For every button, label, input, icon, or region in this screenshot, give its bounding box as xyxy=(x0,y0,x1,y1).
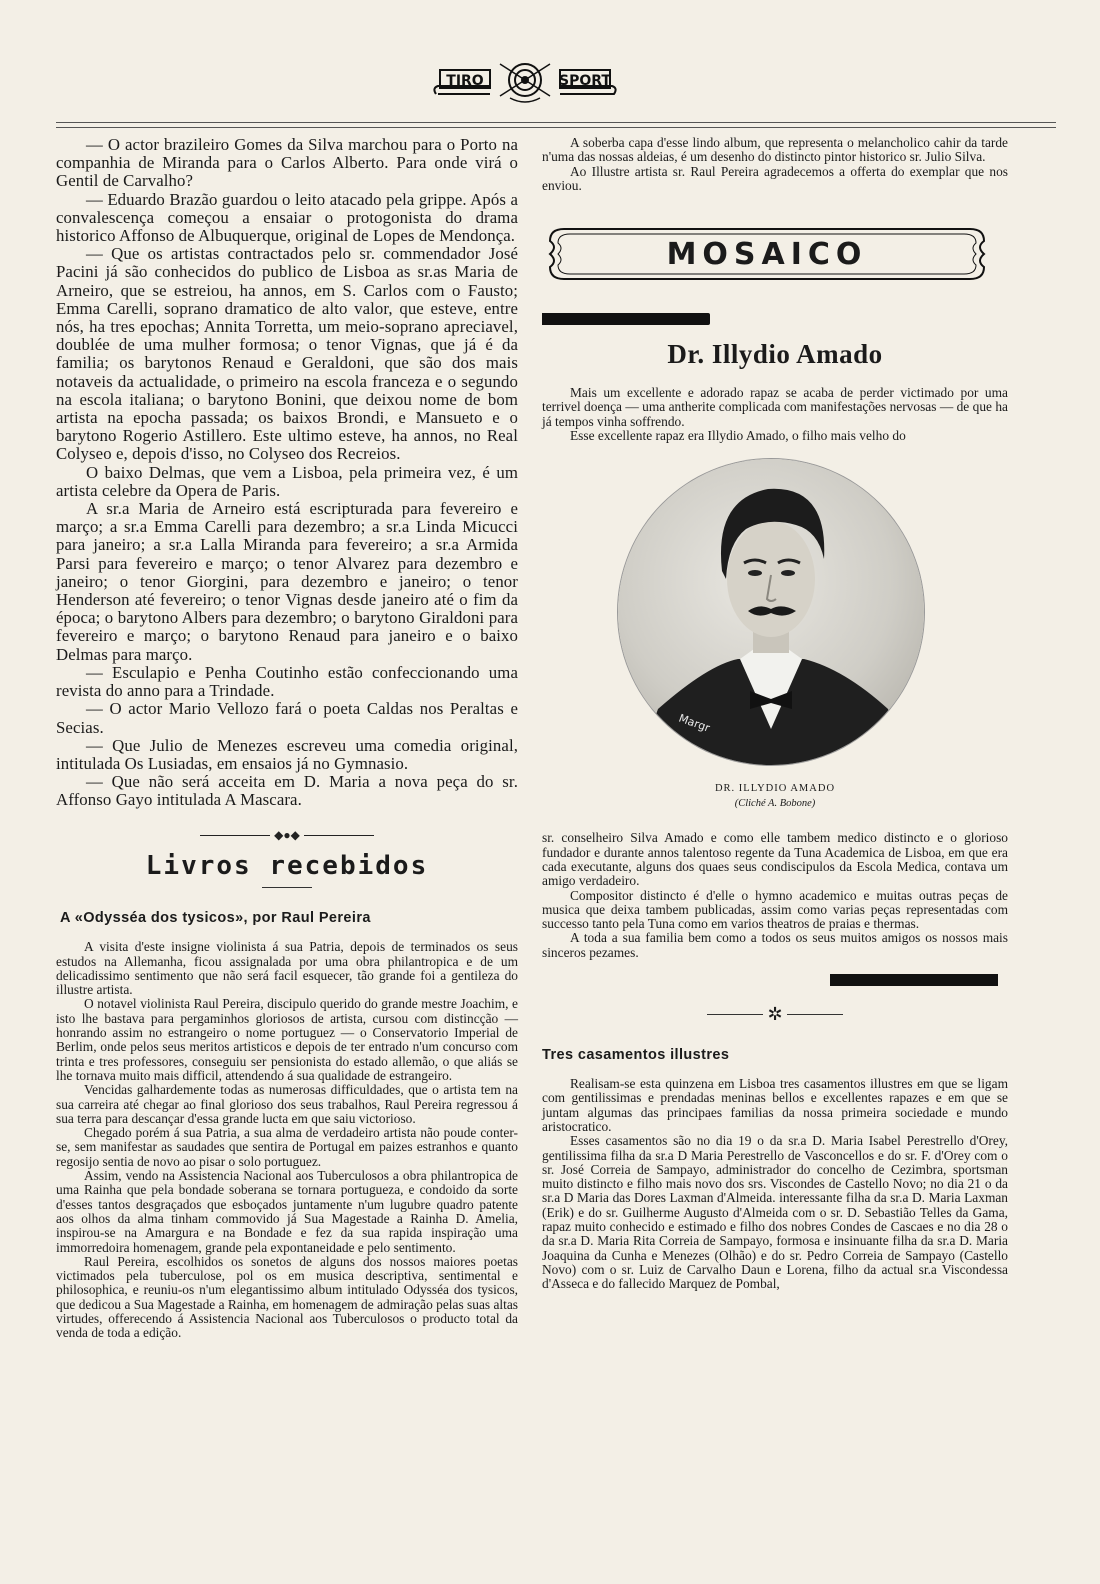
obituary-paragraph: Esse excellente rapaz era Illydio Amado, o filho mais velho do xyxy=(570,428,906,444)
livros-paragraph: A soberba capa d'esse lindo album, que representa o melancholico cahir da tarde n'uma das nossas aldeias, é um desenho do distincto pintor historico sr. Julio Silva. xyxy=(542,135,1008,165)
portrait-illustration xyxy=(618,459,924,765)
livros-paragraph: Chegado porém á sua Patria, a sua alma de verdadeiro artista não poude conter-se, sem manifestar as saudades que sentira de Portugal em paizes estranhos e quanto regosijo sentia de novo ao pisar o solo portuguez. xyxy=(56,1125,518,1169)
theatre-news xyxy=(56,136,518,810)
news-paragraph: — Esculapio e Penha Coutinho estão confeccionando uma revista do anno para a Trindade. xyxy=(56,662,518,701)
svg-text:TIRO: TIRO xyxy=(446,73,484,89)
news-paragraph: — Que não será acceita em D. Maria a nova peça do sr. Affonso Gayo intitulada A Mascara. xyxy=(56,772,518,810)
obituary-intro xyxy=(542,386,1008,443)
obituary-paragraph: Mais um excellente e adorado rapaz se acaba de perder victimado por uma terrivel doença — uma antherite complicada com manifestações nervosas — de que ha já tempos vinha soffrendo. xyxy=(542,385,1008,429)
obituary-paragraph: Compositor distincto é d'elle o hymno academico e muitas outras peças de musica que deixa tambem publicadas, assim como varias peças representadas com successo tanto pela Tuna como em varios theatros de praias e thermas. xyxy=(542,887,1008,932)
portrait-photo xyxy=(618,459,924,765)
news-paragraph: A sr.a Maria de Arneiro está escripturada para fevereiro e março; a sr.a Emma Carelli para dezembro; a sr.a Linda Micucci para janeiro; a sr.a Lalla Miranda para fevereiro; a sr.a Armida Parsi para fevereiro e março; o tenor Alvarez para dezembro e janeiro; o tenor Giorgini, para dezembro e janeiro; o tenor Henderson até fevereiro; o tenor Vignas desde janeiro até o fim da época; o barytono Albers para dezembro; o barytono Giraldoni para fevereiro e março; o barytono Renaud para janeiro e o baixo Delmas para março. xyxy=(56,499,518,664)
right-column xyxy=(542,136,1008,1292)
masthead-logo xyxy=(430,58,620,108)
ornamental-divider: ◆●◆ xyxy=(56,828,518,844)
livros-subhead: A «Odysséa dos tysicos», por Raul Pereira xyxy=(60,910,371,927)
livros-title: Livros recebidos xyxy=(145,851,429,882)
livros-paragraph: Raul Pereira, escolhidos os sonetos de alguns dos nossos maiores poetas victimados pela tuberculose, pol os em musica descriptiva, sentimental e philosophica, e reuniu-os n'um elegantissimo album intitulado Odysséa dos tysicos, que dedicou a Sua Magestade a Rainha, em homenagem de admiração pelas suas altas virtudes, offerecendo á Assistencia Nacional aos Tuberculosos o producto total da venda de toda a edição. xyxy=(56,1253,518,1341)
news-paragraph: — Que Julio de Menezes escreveu uma comedia original, intitulada Os Lusiadas, em ensaios já no Gymnasio. xyxy=(56,735,518,773)
obituary-paragraph: sr. conselheiro Silva Amado e como elle tambem medico distincto e o glorioso fundador e durante annos talentoso regente da Tuna Academica de Lisboa, em que era cada executante, alguns dos quaes seus condiscipulos da Escola Medica, contava um amigo verdadeiro. xyxy=(542,830,1008,889)
header-rule xyxy=(56,122,1056,128)
title-rule xyxy=(262,887,312,888)
news-paragraph: — O actor Mario Vellozo fará o poeta Caldas nos Peraltas e Secias. xyxy=(56,699,518,737)
livros-continued xyxy=(542,136,1008,193)
news-paragraph: — Eduardo Brazão guardou o leito atacado pela grippe. Após a convalescença começou a ensaiar o protogonista do drama historico Affonso de Albuquerque, original de Lopes de Mendonça. xyxy=(56,189,518,246)
black-bar-right xyxy=(830,974,998,986)
livros-paragraph: O notavel violinista Raul Pereira, discipulo querido do grande mestre Joachim, e isto lhe bastava para pergaminhos gloriosos de artista, cursou com distincção — honrando assim no estrangeiro o nome portuguez — o Conservatorio Imperial de Berlim, onde pelos seus meritos artisticos e depois de ter entrado n'um concurso com trinta e tres professores, conseguiu ser pensionista do estado allemão, o que aliás se lhe tornava muito mais difficil, attendendo á sua qualidade de estrangeiro. xyxy=(56,996,518,1083)
portrait-caption: DR. ILLYDIO AMADO xyxy=(714,783,836,795)
livros-paragraph: Assim, vendo na Assistencia Nacional aos Tuberculosos a obra philantropica de uma Rainha que pela bondade soberana se tornara portugueza, e condoido da sorte d'esses tantos desgraçados que esboçados juntamente n'um lugubre quadro patente aos olhos da alma tinham commovido já Sua Magestade a Rainha D. Amelia, inspirou-se na Amargura e na Bondade e fez da sua rapida inspiração uma immorredoira homenagem, grande pela expontaneidade e pelo sentimento. xyxy=(56,1168,518,1255)
svg-text:SPORT: SPORT xyxy=(559,73,611,89)
obituary-body xyxy=(542,831,1008,960)
news-paragraph: — O actor brazileiro Gomes da Silva marchou para o Porto na companhia de Miranda para o Carlos Alberto. Para onde virá o Gentil de Carvalho? xyxy=(56,135,518,191)
portrait-signature: Margr xyxy=(676,711,712,736)
casamentos-paragraph: Realisam-se esta quinzena em Lisboa tres casamentos illustres em que se ligam com gentilissimas e prendadas meninas bellos e excellentes rapazes e em que se juntam algumas das principaes familias da nossa primeira sociedade e mundo aristocratico. xyxy=(542,1076,1008,1134)
livros-paragraph: Ao Illustre artista sr. Raul Pereira agradecemos a offerta do exemplar que nos enviou. xyxy=(542,163,1008,193)
black-bar-left xyxy=(542,313,710,325)
news-paragraph: O baixo Delmas, que vem a Lisboa, pela primeira vez, é um artista celebre da Opera de Paris. xyxy=(56,462,518,500)
star-divider xyxy=(542,1004,1008,1025)
obituary-paragraph: A toda a sua familia bem como a todos os seus muitos amigos os nossos mais sinceros pezames. xyxy=(542,930,1008,960)
obituary-title: Dr. Illydio Amado xyxy=(667,339,883,370)
mosaico-title: MOSAICO xyxy=(666,237,868,273)
casamentos-body xyxy=(542,1077,1008,1291)
livros-paragraph: Vencidas galhardemente todas as numerosas difficuldades, que o artista tem na sua carreira até chegar ao final glorioso dos seus trabalhos, Raul Pereira regressou á sua terra para descançar d'essa grande lucta em que saiu victorioso. xyxy=(56,1082,518,1126)
portrait-section xyxy=(542,459,1008,759)
casamentos-paragraph: Esses casamentos são no dia 19 o da sr.a D. Maria Isabel Perestrello d'Orey, gentilissima filha da sr.a D Maria Perestrello de Vasconcellos e do sr. F. d'Orey com o sr. José Correia de Sampayo, administrador do concelho de Cezimbra, sportsman muito distincto e filho mais novo dos srs. Viscondes de Castello Novo; no dia 21 o da sr.a D Maria das Dores Laxman d'Almeida. interessante filha da sr.a D. Maria Laxman (Erik) e do sr. Guilherme Augusto d'Almeida com o sr. D. Sebastião Telles da Gama, rapaz muito conhecido e estimado e filho dos nobres Condes de Cascaes e no dia 28 o da sr.a D. Maria Rita Correia de Sampayo, formosa e insinuante filha da sr.a D. Maria Joaquina da Cunha e Menezes (Olhão) e do sr. Pedro Correia de Sampayo (Castello Novo) com o sr. Luiz de Carvalho Daun e Lorena, filho da actual sr.a Viscondessa d'Asseca e do fallecido Marquez de Pombal, xyxy=(542,1133,1008,1292)
portrait-credit: (Cliché A. Bobone) xyxy=(734,798,816,810)
masthead-emblem xyxy=(430,58,620,108)
left-column xyxy=(56,136,518,1341)
mosaico-banner xyxy=(544,223,990,285)
livros-paragraph: A visita d'este insigne violinista á sua Patria, depois de terminados os seus estudos na Allemanha, ficou assignalada por uma obra philantropica e de um delicadissimo sentimento que não será facil esquecer, tão grande foi a gentileza do illustre artista. xyxy=(56,939,518,998)
livros-body xyxy=(56,940,518,1340)
star-icon: ✲ xyxy=(767,1004,783,1025)
news-paragraph: — Que os artistas contractados pelo sr. commendador José Pacini já são conhecidos do publico de Lisboa as sr.as Maria de Arneiro, que se estreiou, ha annos, em S. Carlos com o Fausto; Emma Carelli, soprano dramatico de alto valor, que esteve, entre nós, ha tres epochas; Annita Torretta, um meio-soprano apreciavel, doublée de uma mulher formosa; o tenor Vignas, que já é da familia; os barytonos Renaud e Geraldoni, que são dos mais notaveis da actualidade, o primeiro na escola franceza e o segundo na escola italiana; o barytono Bonini, que deixou nome de bom artista na epocha passada; os baixos Brondi, e Mansueto e o barytono Rogerio Astillero. Este ultimo esteve, ha annos, no Real Colyseo e, depois d'isso, no Colyseo dos Recreios. xyxy=(56,244,518,464)
casamentos-title: Tres casamentos illustres xyxy=(542,1047,730,1064)
